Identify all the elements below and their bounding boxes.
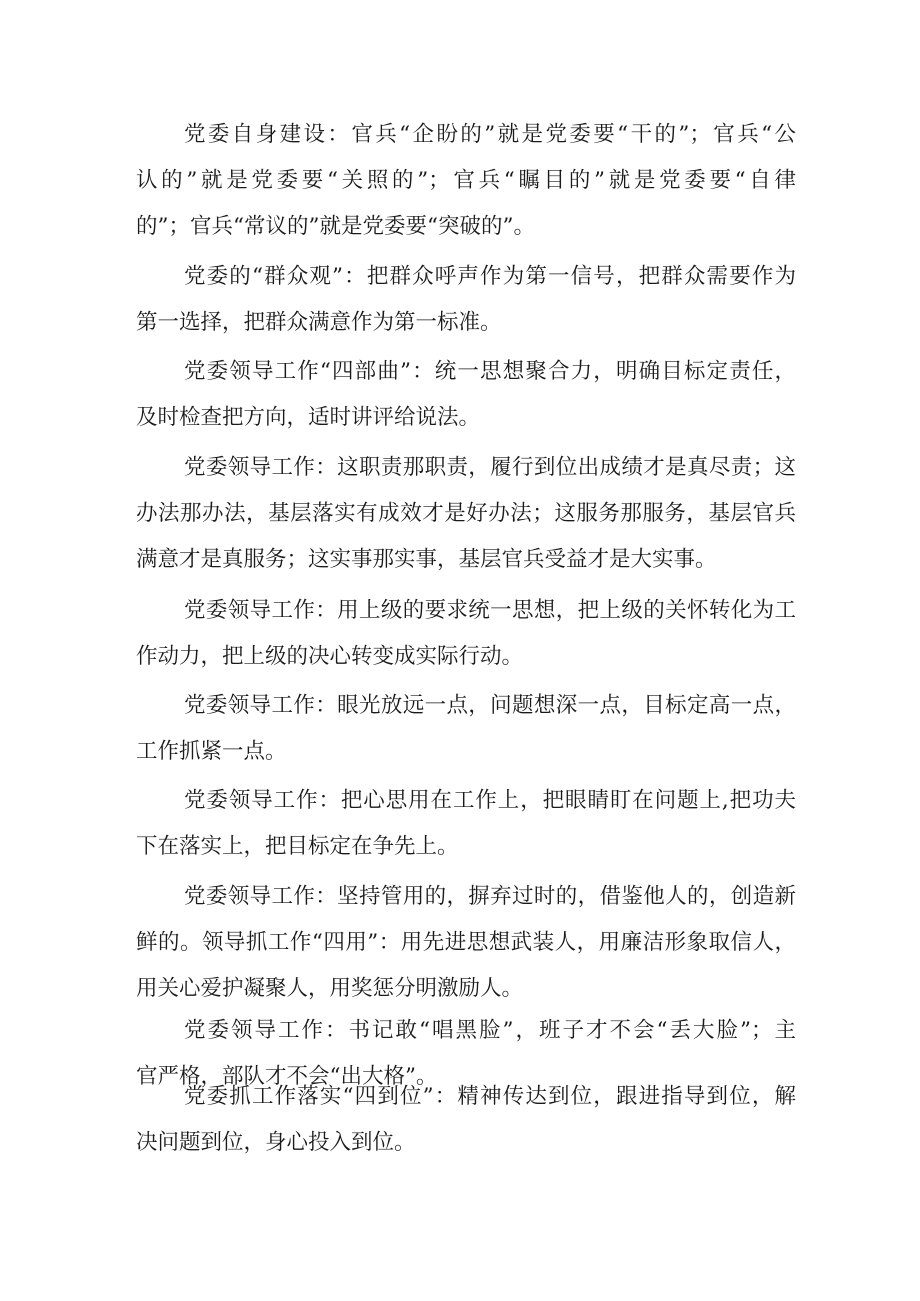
paragraph-line: 作动力，把上级的决心转变成实际行动。	[136, 644, 524, 669]
paragraph-vision	[136, 683, 796, 775]
paragraph-line: 鲜的。领导抓工作“四用”：用先进思想武装人，用廉洁形象取信人，	[136, 930, 796, 955]
paragraph-line: 决问题到位，身心投入到位。	[136, 1130, 416, 1155]
paragraph-party-committee-self-building	[136, 112, 796, 250]
paragraph-line: 工作抓紧一点。	[136, 739, 287, 764]
paragraph-line: 党委领导工作：这职责那职责，履行到位出成绩才是真尽责；这	[184, 455, 796, 480]
paragraph-duties-and-methods	[136, 445, 796, 583]
paragraph-line: 党委领导工作：把心思用在工作上，把眼睛盯在问题上,把功夫	[184, 788, 796, 813]
paragraph-line: 党委领导工作：坚持管用的，摒弃过时的，借鉴他人的，创造新	[184, 884, 796, 909]
paragraph-line: 党委领导工作：眼光放远一点，问题想深一点，目标定高一点，	[184, 693, 796, 718]
paragraph-focus	[136, 778, 796, 870]
paragraph-line: 党委领导工作：书记敢“唱黑脸”，班子才不会“丢大脸”；主	[184, 1018, 796, 1043]
paragraph-line: 党委的“群众观”：把群众呼声作为第一信号，把群众需要作为	[184, 264, 796, 289]
paragraph-line: 办法那办法，基层落实有成效才是好办法；这服务那服务，基层官兵	[136, 501, 796, 526]
paragraph-line: 党委领导工作“四部曲”：统一思想聚合力，明确目标定责任，	[184, 359, 796, 384]
paragraph-line: 下在落实上，把目标定在争先上。	[136, 834, 459, 859]
paragraph-line: 党委自身建设：官兵“企盼的”就是党委要“干的”；官兵“公	[184, 122, 796, 147]
paragraph-line: 党委领导工作：用上级的要求统一思想，把上级的关怀转化为工	[184, 598, 796, 623]
paragraph-line: 及时检查把方向，适时讲评给说法。	[136, 405, 481, 430]
paragraph-line: 党委抓工作落实“四到位”：精神传达到位，跟进指导到位，解	[184, 1084, 796, 1109]
paragraph-mass-view	[136, 254, 796, 346]
paragraph-superior-requirements	[136, 588, 796, 680]
paragraph-line: 用关心爱护凝聚人，用奖惩分明激励人。	[136, 976, 524, 1001]
paragraph-four-in-place	[136, 1074, 796, 1166]
paragraph-four-steps	[136, 349, 796, 441]
paragraph-line: 第一选择，把群众满意作为第一标准。	[136, 310, 502, 335]
paragraph-line: 的”；官兵“常议的”就是党委要“突破的”。	[136, 214, 535, 239]
paragraph-line: 官严格，部队才不会“出大格”。	[136, 1064, 438, 1089]
paragraph-four-uses	[136, 874, 796, 1012]
paragraph-line: 满意才是真服务；这实事那实事，基层官兵受益才是大实事。	[136, 547, 717, 572]
paragraph-line: 认的”就是党委要“关照的”；官兵“瞩目的”就是党委要“自律	[136, 168, 796, 193]
